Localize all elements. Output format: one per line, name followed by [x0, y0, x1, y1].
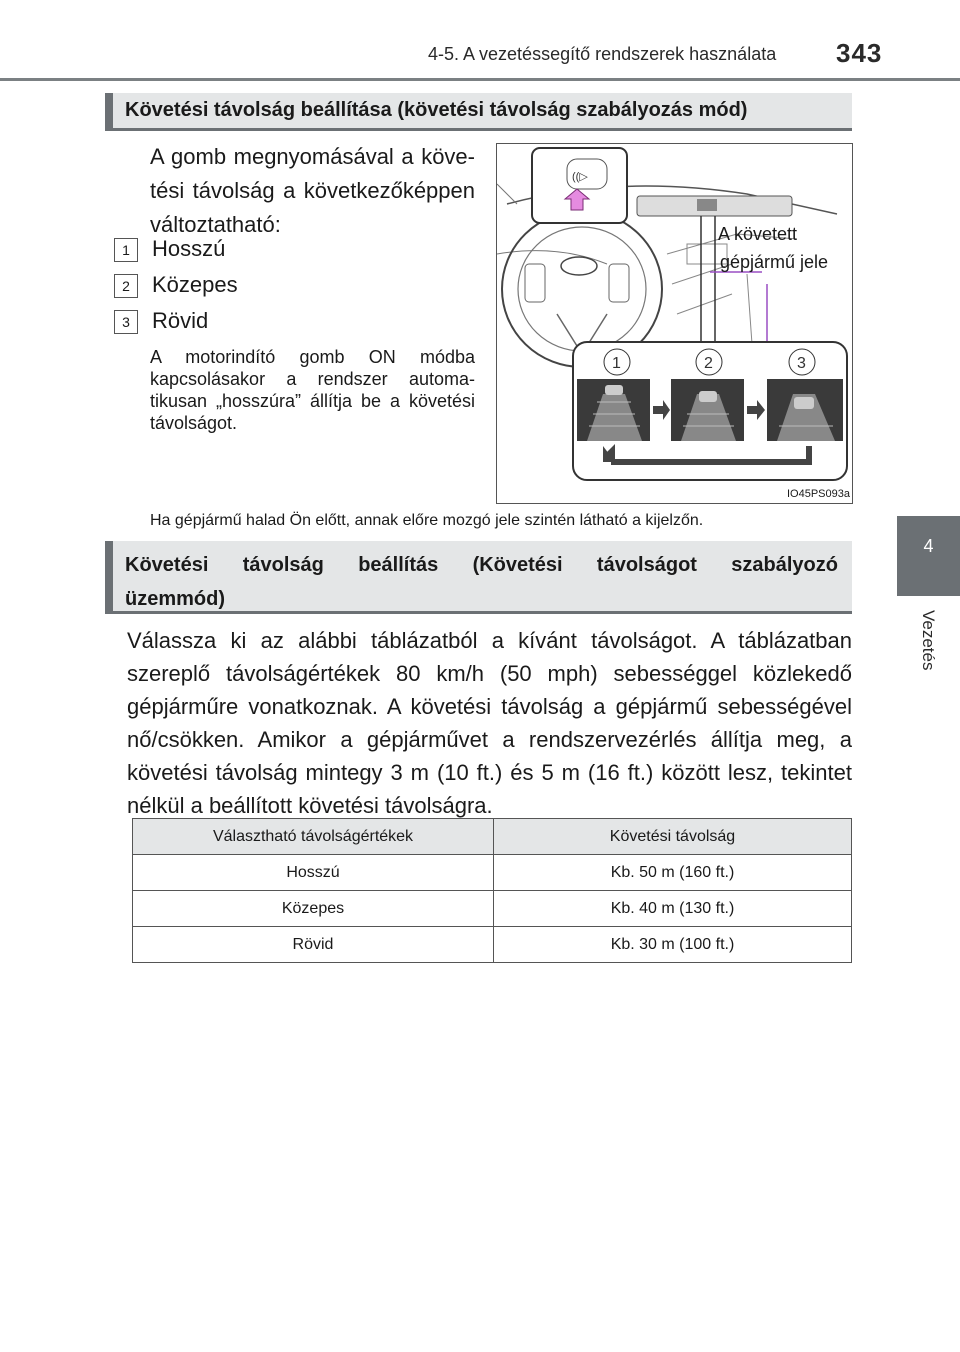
header-rule [0, 78, 960, 81]
item-number: 3 [114, 310, 138, 334]
dashboard-illustration [497, 144, 854, 505]
heading-line-1: Követési távolság beállítás (Követési távolságot szabályozó [125, 554, 838, 576]
table-cell: Kb. 40 m (130 ft.) [494, 891, 852, 927]
running-header: 4-5. A vezetéssegítő rendszerek használata [428, 44, 777, 64]
list-item-long [114, 236, 225, 262]
item-label: Hosszú [152, 236, 226, 261]
table-cell: Kb. 50 m (160 ft.) [494, 855, 852, 891]
intro-paragraph: A gomb megnyomásával a követési távolság a következőképpen változtatható: [150, 144, 475, 237]
list-item-short [114, 308, 208, 334]
chapter-number: 4 [923, 536, 934, 556]
list-item-medium [114, 272, 238, 298]
item-number: 2 [114, 274, 138, 298]
table-cell: Közepes [133, 891, 494, 927]
table-cell: Kb. 30 m (100 ft.) [494, 927, 852, 963]
table-cell: Rövid [133, 927, 494, 963]
step-number: 1 [612, 355, 621, 372]
figure-label-line1: A követett [718, 224, 798, 244]
chapter-label: Vezetés [919, 610, 938, 671]
table-row [133, 855, 852, 891]
section-heading-1: Követési távolság beállítása (követési távolság szabályozás mód) [105, 93, 852, 131]
body-paragraph: Válassza ki az alábbi táblázatból a kívánt távolságot. A táblázatban szereplő távolságértékek 80 km/h (50 mph) sebességgel közlekedő gépjárműre vonatkoznak. A követési távolság a gépjármű sebességével nő/csökken. Amikor a gépjárművet a rendszervezérlés állítja meg, a követési távolság mintegy 3 m (10 ft.) és 5 m (16 ft.) között lesz, tekintet nélkül a beállított követési távolságra. [127, 628, 852, 818]
table-header-row [133, 819, 852, 855]
figure-label-line2: gépjármű jele [720, 252, 829, 272]
item-label: Rövid [152, 308, 209, 333]
item-label: Közepes [152, 272, 238, 297]
table-cell: Hosszú [133, 855, 494, 891]
item-number: 1 [114, 238, 138, 262]
section-heading-2 [105, 541, 852, 614]
distance-setting-figure [496, 143, 853, 504]
note-paragraph: A motorindító gomb ON módba kapcsolásakor a rendszer automatikusan „hosszúra” állítja be a követési távolságot. [150, 347, 475, 433]
figure-caption: Ha gépjármű halad Ön előtt, annak előre mozgó jele szintén látható a kijelzőn. [150, 512, 704, 529]
table-header: Követési távolság [494, 819, 852, 855]
table-row [133, 891, 852, 927]
svg-text:((▷: ((▷ [572, 171, 588, 183]
figure-code: IO45PS093a [787, 488, 850, 500]
page-number: 343 [836, 38, 883, 68]
table-row [133, 927, 852, 963]
step-number: 3 [797, 355, 806, 372]
step-number: 2 [704, 355, 713, 372]
heading-line-2: üzemmód) [125, 588, 225, 610]
distance-table [132, 818, 852, 963]
table-header: Választható távolságértékek [133, 819, 494, 855]
